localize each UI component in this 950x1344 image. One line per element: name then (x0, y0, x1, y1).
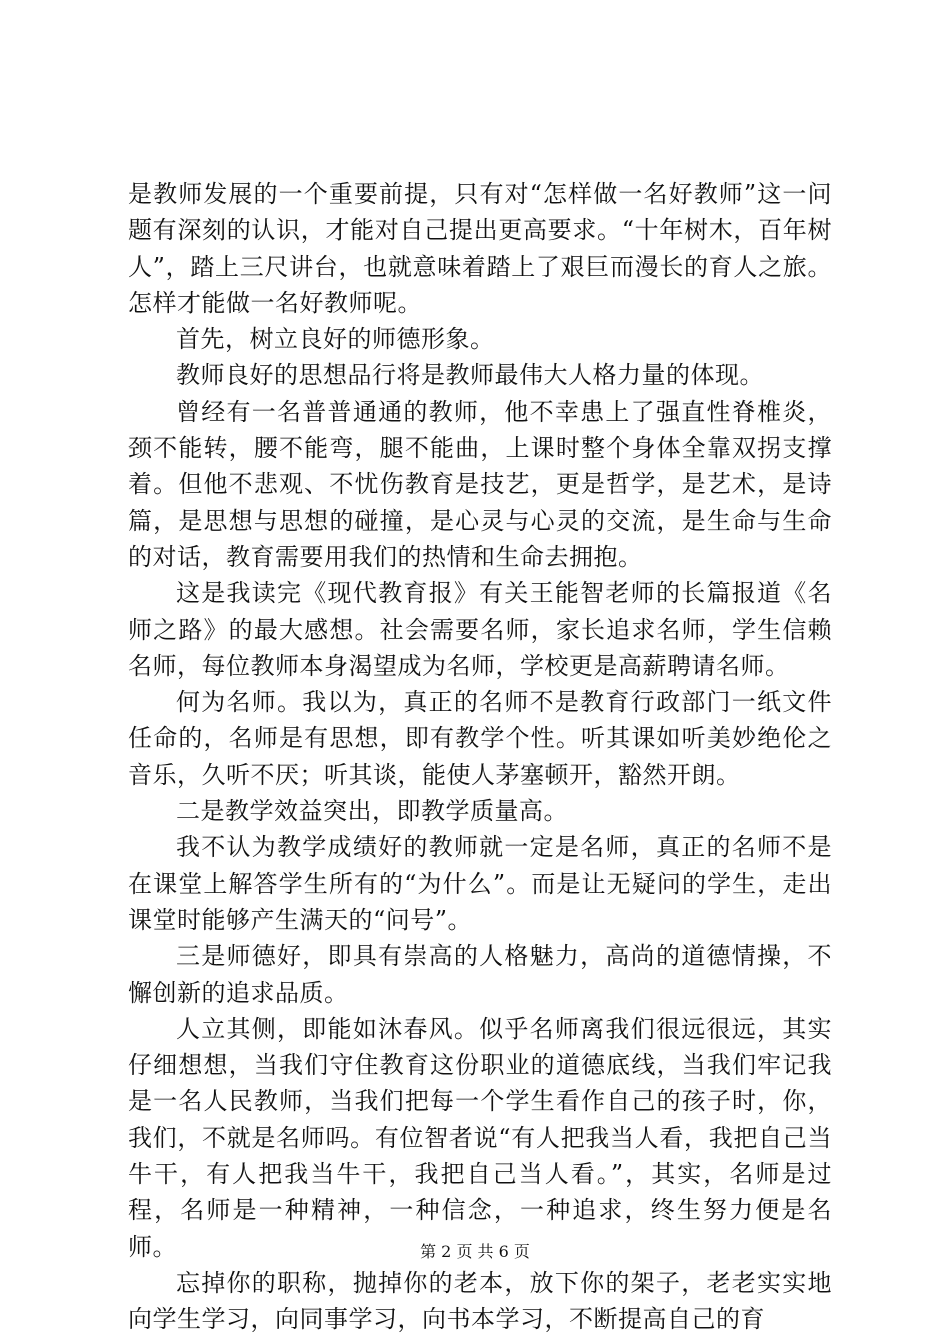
paragraph-9: 三是师德好，即具有崇高的人格魅力，高尚的道德情操，不懈创新的追求品质。 (128, 942, 832, 1007)
page-number-footer: 第 2 页 共 6 页 (420, 1242, 530, 1261)
paragraph-10: 人立其侧，即能如沐春风。似乎名师离我们很远很远，其实仔细想想，当我们守住教育这份职业的道德底线，当我们牢记我是一名人民教师，当我们把每一个学生看作自己的孩子时，你，我们，不就是名师吗。有位智者说“有人把我当人看，我把自己当牛干，有人把我当牛干，我把自己当人看。”，其实，名师是过程，名师是一种精神，一种信念，一种追求，终生努力便是名师。 (128, 1014, 832, 1261)
document-body (128, 176, 832, 1338)
paragraph-6: 何为名师。我以为，真正的名师不是教育行政部门一纸文件任命的，名师是有思想，即有教学个性。听其课如听美妙绝伦之音乐，久听不厌；听其谈，能使人茅塞顿开，豁然开朗。 (128, 688, 832, 789)
paragraph-1: 是教师发展的一个重要前提，只有对“怎样做一名好教师”这一问题有深刻的认识，才能对自己提出更高要求。“十年树木，百年树人”，踏上三尺讲台，也就意味着踏上了艰巨而漫长的育人之旅。怎样才能做一名好教师呢。 (128, 180, 832, 317)
paragraph-11: 忘掉你的职称，抛掉你的老本，放下你的架子，老老实实地向学生学习，向同事学习，向书本学习，不断提高自己的育 (128, 1268, 832, 1334)
paragraph-3: 教师良好的思想品行将是教师最伟大人格力量的体现。 (176, 361, 764, 390)
paragraph-4: 曾经有一名普普通通的教师，他不幸患上了强直性脊椎炎，颈不能转，腰不能弯，腿不能曲，上课时整个身体全靠双拐支撑着。但他不悲观、不忧伤教育是技艺，更是哲学，是艺术，是诗篇，是思想与思想的碰撞，是心灵与心灵的交流，是生命与生命的对话，教育需要用我们的热情和生命去拥抱。 (128, 397, 832, 571)
paragraph-7: 二是教学效益突出，即教学质量高。 (176, 797, 568, 826)
paragraph-8: 我不认为教学成绩好的教师就一定是名师，真正的名师不是在课堂上解答学生所有的“为什么”。而是让无疑问的学生，走出课堂时能够产生满天的“问号”。 (128, 833, 832, 934)
paragraph-5: 这是我读完《现代教育报》有关王能智老师的长篇报道《名师之路》的最大感想。社会需要名师，家长追求名师，学生信赖名师，每位教师本身渴望成为名师，学校更是高薪聘请名师。 (128, 579, 832, 680)
paragraph-2: 首先，树立良好的师德形象。 (176, 325, 495, 354)
